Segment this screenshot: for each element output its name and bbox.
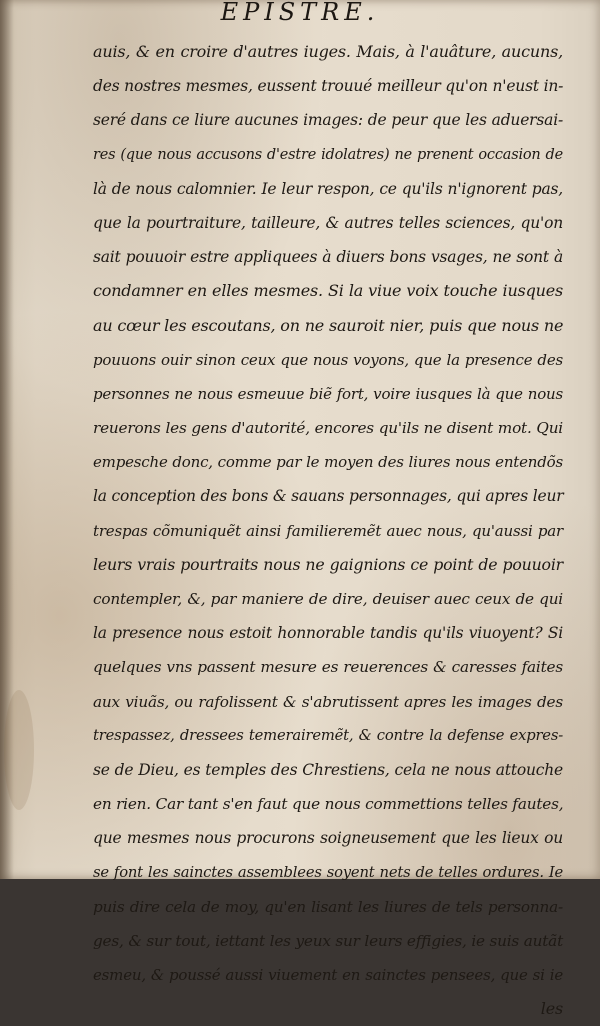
text-line: des nostres mesmes, eussent trouué meilleur qu'on n'eust in- [93, 77, 564, 96]
text-line: personnes ne nous esmeuue biẽ fort, voire iusques là que nous [93, 384, 563, 403]
text-line: leurs vrais pourtraits nous ne gaignions ce point de pouuoir [93, 554, 563, 574]
text-line: contempler, &, par maniere de dire, deuiser auec ceux de qui [93, 590, 563, 608]
text-line: res (que nous accusons d'estre idolatres) ne prenent occasion de [93, 146, 563, 163]
catchword: les [540, 999, 563, 1019]
text-line: quelques vns passent mesure es reuerences & caresses faites [93, 658, 563, 677]
text-line: condamner en elles mesmes. Si la viue voix touche iusques [93, 281, 563, 301]
text-line: reuerons les gens d'autorité, encores qu'ils ne disent mot. Qui [93, 419, 563, 438]
text-line: aux viuãs, ou rafolissent & s'abrutissent apres les images des [93, 692, 563, 711]
text-line: là de nous calomnier. Ie leur respon, ce qu'ils n'ignorent pas, [93, 179, 563, 198]
text-line: en rien. Car tant s'en faut que nous commettions telles fautes, [93, 795, 564, 814]
text-line: au cœur les escoutans, on ne sauroit nier, puis que nous ne [93, 315, 564, 335]
text-line: trespas cõmuniquẽt ainsi familieremẽt auec nous, qu'aussi par [93, 521, 563, 540]
text-line: sait pouuoir estre appliquees à diuers bons vsages, ne sont à [93, 248, 563, 267]
text-line: la presence nous estoit honnorable tandis qu'ils viuoyent? Si [93, 624, 563, 643]
text-line: ges, & sur tout, iettant les yeux sur leurs effigies, ie suis autãt [93, 931, 563, 950]
text-line: la conception des bons & sauans personnages, qui apres leur [93, 487, 564, 506]
text-line: que la pourtraiture, tailleure, & autres telles sciences, qu'on [93, 213, 563, 232]
text-line: trespassez, dressees temerairemẽt, & contre la defense expres- [93, 726, 563, 744]
text-line: puis dire cela de moy, qu'en lisant les liures de tels personna- [93, 897, 563, 916]
body-text [93, 35, 563, 1026]
text-line: auis, & en croire d'autres iuges. Mais, à l'auâture, aucuns, [93, 42, 563, 61]
text-line: seré dans ce liure aucunes images: de peur que les aduersai- [93, 111, 563, 130]
text-line: pouuons ouir sinon ceux que nous voyons, que la presence des [93, 350, 563, 369]
text-line: se font les sainctes assemblees soyent nets de telles ordures. Ie [93, 863, 563, 881]
text-line: empesche donc, comme par le moyen des liures nous entendõs [93, 453, 563, 472]
text-line: que mesmes nous procurons soigneusement que les lieux ou [93, 829, 563, 848]
text-line: se de Dieu, es temples des Chrestiens, cela ne nous attouche [93, 760, 563, 779]
running-head: EPISTRE. [220, 0, 380, 26]
paper-stain [4, 690, 34, 810]
text-line: esmeu, & poussé aussi viuement en sainctes pensees, que si ie [93, 966, 563, 985]
